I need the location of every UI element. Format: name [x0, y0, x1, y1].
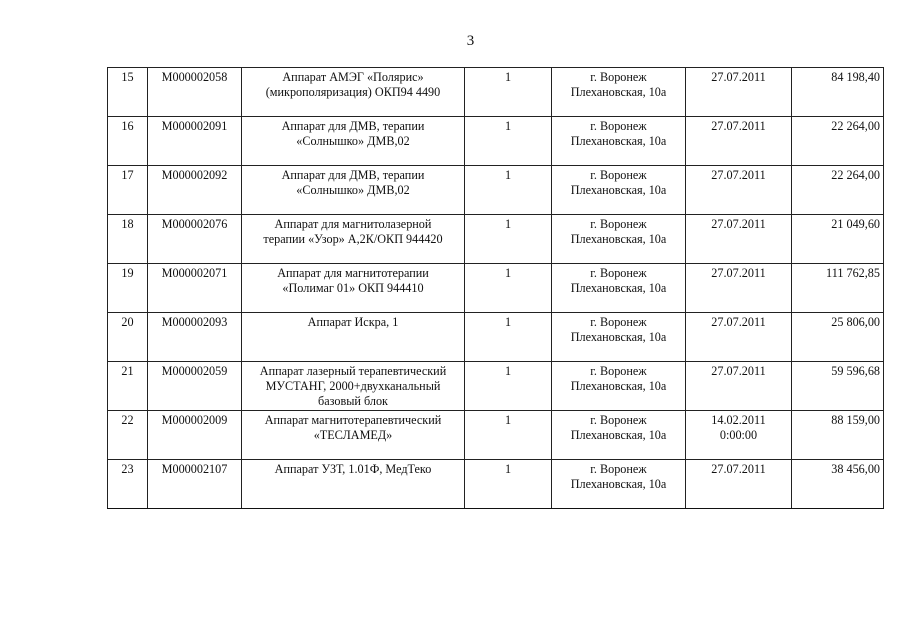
item-name-line: терапии «Узор» А,2К/ОКП 944420 [263, 232, 443, 246]
location-line: г. Воронеж [590, 168, 647, 182]
date [686, 264, 792, 313]
item-name-line: «Солнышко» ДМВ,02 [296, 183, 410, 197]
location-line: Плехановская, 10а [570, 281, 667, 295]
item-name [242, 264, 465, 313]
location [552, 68, 686, 117]
date-line: 27.07.2011 [711, 168, 766, 182]
table-row [108, 411, 884, 460]
quantity: 1 [465, 362, 552, 411]
item-name [242, 68, 465, 117]
amount: 84 198,40 [792, 68, 884, 117]
inventory-code: М000002091 [148, 117, 242, 166]
location [552, 215, 686, 264]
location-line: г. Воронеж [590, 119, 647, 133]
location [552, 411, 686, 460]
date [686, 411, 792, 460]
quantity: 1 [465, 117, 552, 166]
location-line: Плехановская, 10а [570, 85, 667, 99]
inventory-code: М000002071 [148, 264, 242, 313]
item-name-line: Аппарат для ДМВ, терапии [281, 168, 425, 182]
inventory-table [107, 67, 884, 509]
location-line: г. Воронеж [590, 413, 647, 427]
amount: 38 456,00 [792, 460, 884, 509]
item-name [242, 313, 465, 362]
item-name-line: МУСТАНГ, 2000+двухканальный [265, 379, 441, 393]
location-line: г. Воронеж [590, 266, 647, 280]
row-number: 15 [108, 68, 148, 117]
amount: 25 806,00 [792, 313, 884, 362]
table-row [108, 68, 884, 117]
date-line: 27.07.2011 [711, 462, 766, 476]
table-row [108, 460, 884, 509]
location-line: Плехановская, 10а [570, 134, 667, 148]
date-line: 27.07.2011 [711, 364, 766, 378]
amount: 21 049,60 [792, 215, 884, 264]
table-row [108, 117, 884, 166]
inventory-code: М000002058 [148, 68, 242, 117]
item-name-line: базовый блок [318, 394, 388, 408]
date-line: 27.07.2011 [711, 266, 766, 280]
item-name-line: Аппарат для ДМВ, терапии [281, 119, 425, 133]
date [686, 117, 792, 166]
inventory-rows [108, 68, 884, 509]
quantity: 1 [465, 411, 552, 460]
location-line: Плехановская, 10а [570, 379, 667, 393]
date [686, 460, 792, 509]
item-name-line: «Полимаг 01» ОКП 944410 [282, 281, 424, 295]
location-line: Плехановская, 10а [570, 330, 667, 344]
inventory-code: М000002059 [148, 362, 242, 411]
location-line: Плехановская, 10а [570, 232, 667, 246]
item-name-line: Аппарат лазерный терапевтический [259, 364, 447, 378]
table-row [108, 166, 884, 215]
date [686, 166, 792, 215]
location-line: г. Воронеж [590, 70, 647, 84]
item-name-line: Аппарат для магнитотерапии [277, 266, 429, 280]
quantity: 1 [465, 313, 552, 362]
location [552, 166, 686, 215]
quantity: 1 [465, 68, 552, 117]
date [686, 313, 792, 362]
row-number: 17 [108, 166, 148, 215]
location [552, 117, 686, 166]
amount: 59 596,68 [792, 362, 884, 411]
location-line: г. Воронеж [590, 217, 647, 231]
row-number: 20 [108, 313, 148, 362]
date-line: 14.02.2011 [711, 413, 766, 427]
location-line: Плехановская, 10а [570, 428, 667, 442]
item-name-line: (микрополяризация) ОКП94 4490 [265, 85, 441, 99]
item-name-line: «ТЕСЛАМЕД» [313, 428, 393, 442]
item-name-line: Аппарат Искра, 1 [307, 315, 399, 329]
date-line: 27.07.2011 [711, 70, 766, 84]
inventory-code: М000002107 [148, 460, 242, 509]
table-row [108, 362, 884, 411]
date-line: 27.07.2011 [711, 119, 766, 133]
location-line: г. Воронеж [590, 462, 647, 476]
item-name [242, 215, 465, 264]
quantity: 1 [465, 264, 552, 313]
table-row [108, 313, 884, 362]
table-row [108, 264, 884, 313]
quantity: 1 [465, 166, 552, 215]
inventory-code: М000002093 [148, 313, 242, 362]
date-line: 27.07.2011 [711, 315, 766, 329]
row-number: 18 [108, 215, 148, 264]
date-line: 27.07.2011 [711, 217, 766, 231]
location [552, 460, 686, 509]
inventory-code: М000002092 [148, 166, 242, 215]
item-name-line: «Солнышко» ДМВ,02 [296, 134, 410, 148]
table-row [108, 215, 884, 264]
amount: 88 159,00 [792, 411, 884, 460]
item-name [242, 460, 465, 509]
item-name [242, 166, 465, 215]
row-number: 23 [108, 460, 148, 509]
location [552, 313, 686, 362]
date [686, 215, 792, 264]
inventory-code: М000002076 [148, 215, 242, 264]
row-number: 19 [108, 264, 148, 313]
inventory-code: М000002009 [148, 411, 242, 460]
amount: 22 264,00 [792, 166, 884, 215]
row-number: 22 [108, 411, 148, 460]
item-name-line: Аппарат магнитотерапевтический [264, 413, 442, 427]
amount: 22 264,00 [792, 117, 884, 166]
item-name-line: Аппарат АМЭГ «Полярис» [282, 70, 424, 84]
row-number: 21 [108, 362, 148, 411]
date [686, 68, 792, 117]
location-line: г. Воронеж [590, 364, 647, 378]
item-name-line: Аппарат для магнитолазерной [274, 217, 432, 231]
date [686, 362, 792, 411]
item-name-line: Аппарат УЗТ, 1.01Ф, МедТеко [274, 462, 432, 476]
item-name [242, 117, 465, 166]
location-line: Плехановская, 10а [570, 183, 667, 197]
quantity: 1 [465, 215, 552, 264]
item-name [242, 362, 465, 411]
date-line: 0:00:00 [719, 428, 758, 442]
location [552, 362, 686, 411]
quantity: 1 [465, 460, 552, 509]
location-line: г. Воронеж [590, 315, 647, 329]
location-line: Плехановская, 10а [570, 477, 667, 491]
amount: 111 762,85 [792, 264, 884, 313]
row-number: 16 [108, 117, 148, 166]
page-number: 3 [466, 33, 475, 49]
location [552, 264, 686, 313]
item-name [242, 411, 465, 460]
